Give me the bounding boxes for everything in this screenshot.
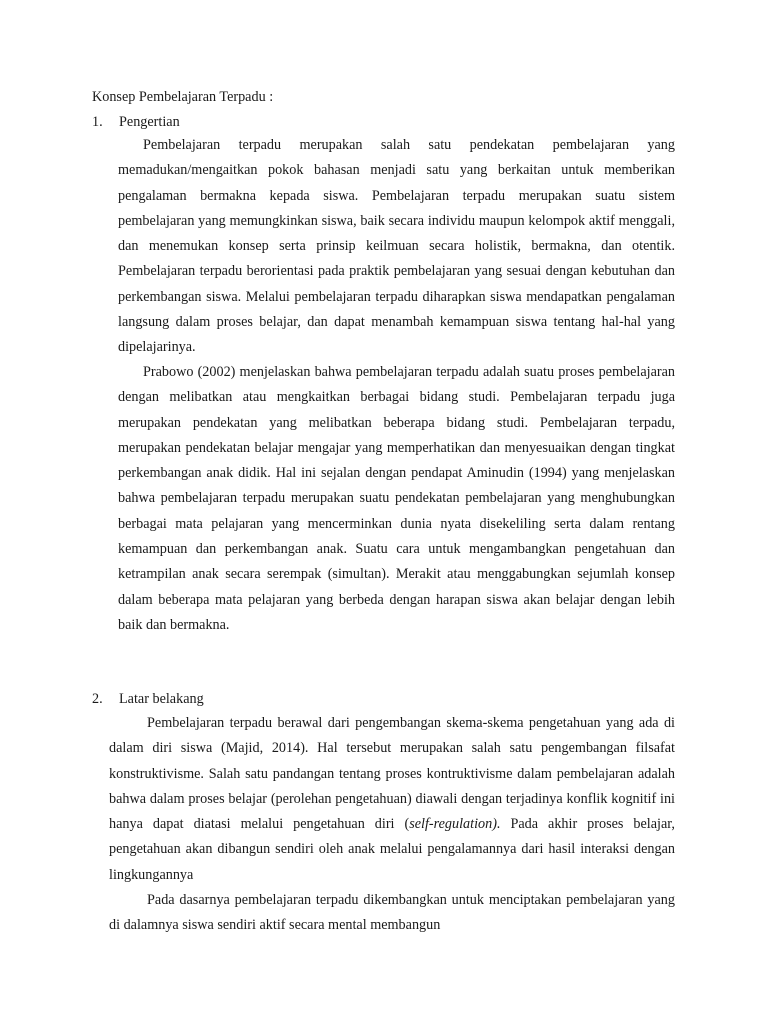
paragraph-pengertian-2: Prabowo (2002) menjelaskan bahwa pembelajaran terpadu adalah suatu proses pembelajaran dengan melibatkan atau mengkaitkan berbagai bidang studi. Pembelajaran terpadu juga merupakan pendekatan yang melibatkan beberapa bidang studi. Pembelajaran terpadu, merupakan pendekatan belajar mengajar yang memperhatikan dan menyesuaikan dengan tingkat perkembangan anak didik. Hal ini sejalan dengan pendapat Aminudin (1994) yang menjelaskan bahwa pembelajaran terpadu merupakan suatu pendekatan pembelajaran yang menghubungkan berbagai mata pelajaran yang mencerminkan dunia nyata disekeliling serta dalam rentang kemampuan dan perkembangan anak. Suatu cara untuk mengambangkan pengetahuan dan ketrampilan anak secara serempak (simultan). Merakit atau menggabungkan sejumlah konsep dalam beberapa mata pelajaran yang berbeda dengan harapan siswa akan belajar dengan lebih baik dan bermakna. bbox=[118, 364, 675, 633]
section-heading-pengertian bbox=[92, 112, 180, 132]
paragraph-latar-belakang-2: Pada dasarnya pembelajaran terpadu dikembangkan untuk menciptakan pembelajaran yang di dalamnya siswa sendiri aktif secara mental membangun bbox=[109, 892, 675, 934]
paragraph-text: Pembelajaran terpadu berawal dari pengembangan skema-skema pengetahuan yang ada di dalam diri siswa (Majid, 2014). Hal tersebut merupakan salah satu pengembangan filsafat konstruktivisme. Salah satu pandangan tentang proses kontruktivisme dalam pembelajaran adalah bahwa dalam proses belajar (perolehan pengetahuan) diawali dengan terjadinya konflik kognitif ini hanya dapat diatasi melalui pengetahuan diri ( bbox=[109, 715, 675, 833]
paragraph-latar-belakang-1 bbox=[109, 711, 675, 888]
paragraph-text: Pada akhir proses belajar, pengetahuan akan dibangun sendiri oleh anak melalui pengalamannya dari hasil interaksi dengan lingkungannya bbox=[109, 816, 675, 883]
document-title: Konsep Pembelajaran Terpadu : bbox=[92, 89, 274, 105]
italic-term: self-regulation). bbox=[409, 816, 501, 833]
section-heading-latar-belakang bbox=[92, 689, 204, 709]
section-heading-text: Latar belakang bbox=[119, 691, 204, 707]
paragraph-pengertian-1: Pembelajaran terpadu merupakan salah satu pendekatan pembelajaran yang memadukan/mengaitkan pokok bahasan menjadi satu yang berkaitan untuk memberikan pengalaman bermakna kepada siswa. Pembelajaran terpadu merupakan suatu sistem pembelajaran yang memungkinkan siswa, baik secara individu maupun kelompok aktif menggali, dan menemukan konsep serta prinsip keilmuan secara holistik, bermakna, dan otentik. Pembelajaran terpadu berorientasi pada praktik pembelajaran yang sesuai dengan kebutuhan dan perkembangan siswa. Melalui pembelajaran terpadu diharapkan siswa mendapatkan pengalaman langsung dalam proses belajar, dan dapat menambah kemampuan siswa tentang hal-hal yang dipelajarinya. bbox=[118, 137, 675, 356]
section-number: 1. bbox=[92, 114, 103, 130]
section-number: 2. bbox=[92, 691, 103, 707]
section-heading-text: Pengertian bbox=[119, 114, 180, 130]
